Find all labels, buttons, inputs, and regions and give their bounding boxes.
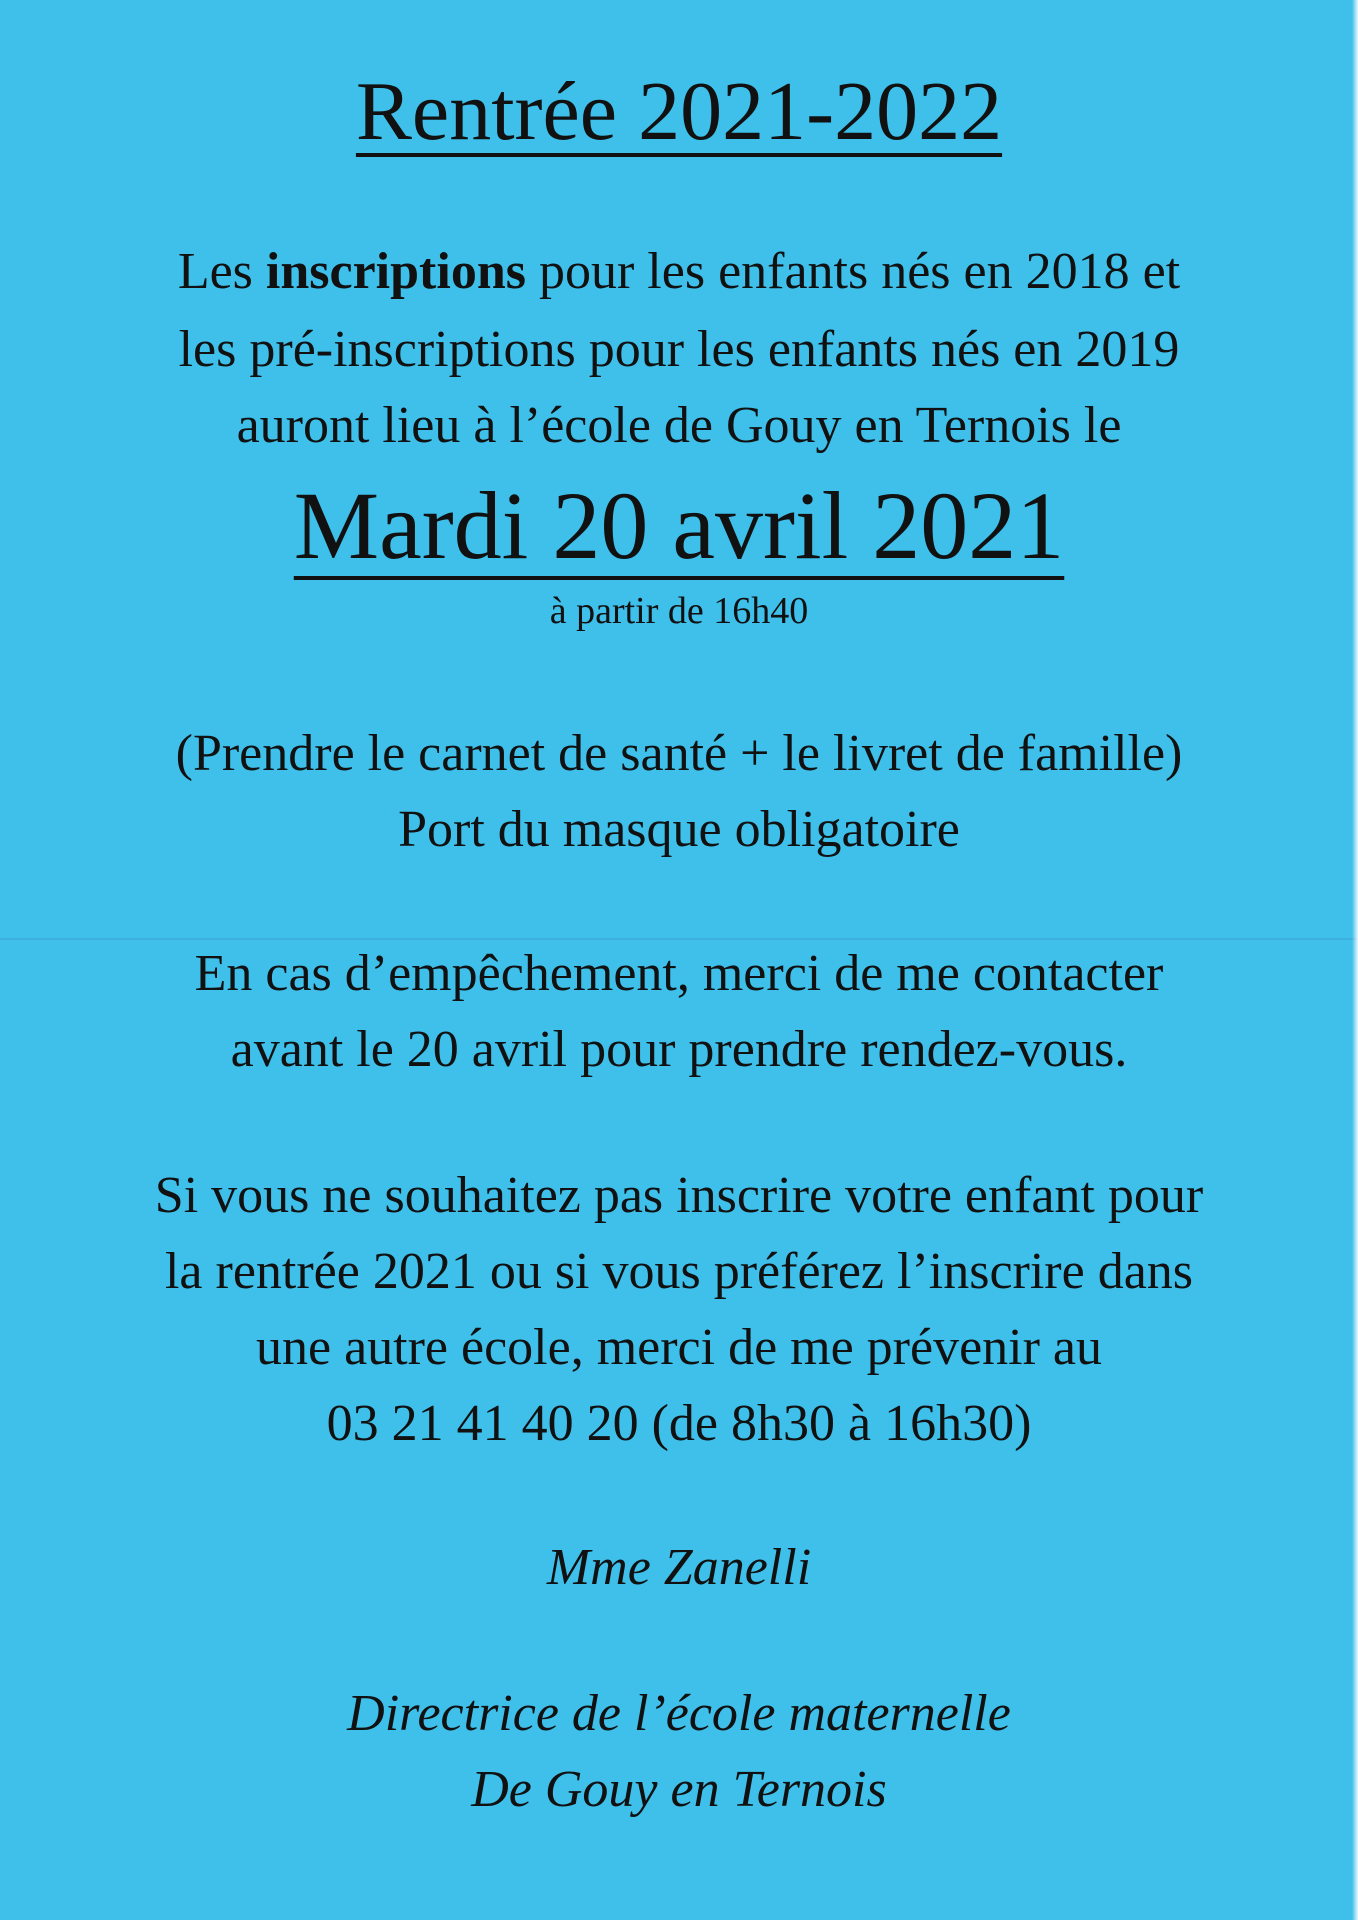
intro-line-1-end: pour les enfants nés en 2018 et (525, 243, 1181, 300)
intro-line-1 (0, 243, 1358, 300)
event-time: à partir de 16h40 (549, 590, 809, 632)
signature-name: Mme Zanelli (546, 1539, 812, 1596)
intro-line-3: auront lieu à l’école de Gouy en Ternois le (236, 397, 1122, 454)
no-enrollment-line-3: une autre école, merci de me prévenir au (256, 1319, 1102, 1376)
signature-role-line-1: Directrice de l’école maternelle (347, 1685, 1011, 1742)
intro-line-1-start: Les (177, 243, 266, 300)
event-date: Mardi 20 avril 2021 (293, 472, 1065, 579)
no-enrollment-line-1: Si vous ne souhaitez pas inscrire votre enfant pour (154, 1167, 1204, 1224)
documents-note: (Prendre le carnet de santé + le livret de famille) (175, 725, 1183, 782)
impediment-line-2: avant le 20 avril pour prendre rendez-vous. (230, 1021, 1128, 1078)
intro-line-2: les pré-inscriptions pour les enfants nés en 2019 (178, 321, 1180, 378)
impediment-line-1: En cas d’empêchement, merci de me contacter (194, 945, 1164, 1002)
signature-role-line-2: De Gouy en Ternois (471, 1761, 887, 1818)
no-enrollment-line-2: la rentrée 2021 ou si vous préférez l’inscrire dans (164, 1243, 1194, 1300)
notice-title: Rentrée 2021-2022 (355, 65, 1003, 158)
phone-and-hours: 03 21 41 40 20 (de 8h30 à 16h30) (326, 1395, 1032, 1452)
mask-note: Port du masque obligatoire (398, 801, 960, 858)
paper-fold-line (0, 938, 1358, 940)
intro-bold-keyword: inscriptions (265, 243, 526, 300)
